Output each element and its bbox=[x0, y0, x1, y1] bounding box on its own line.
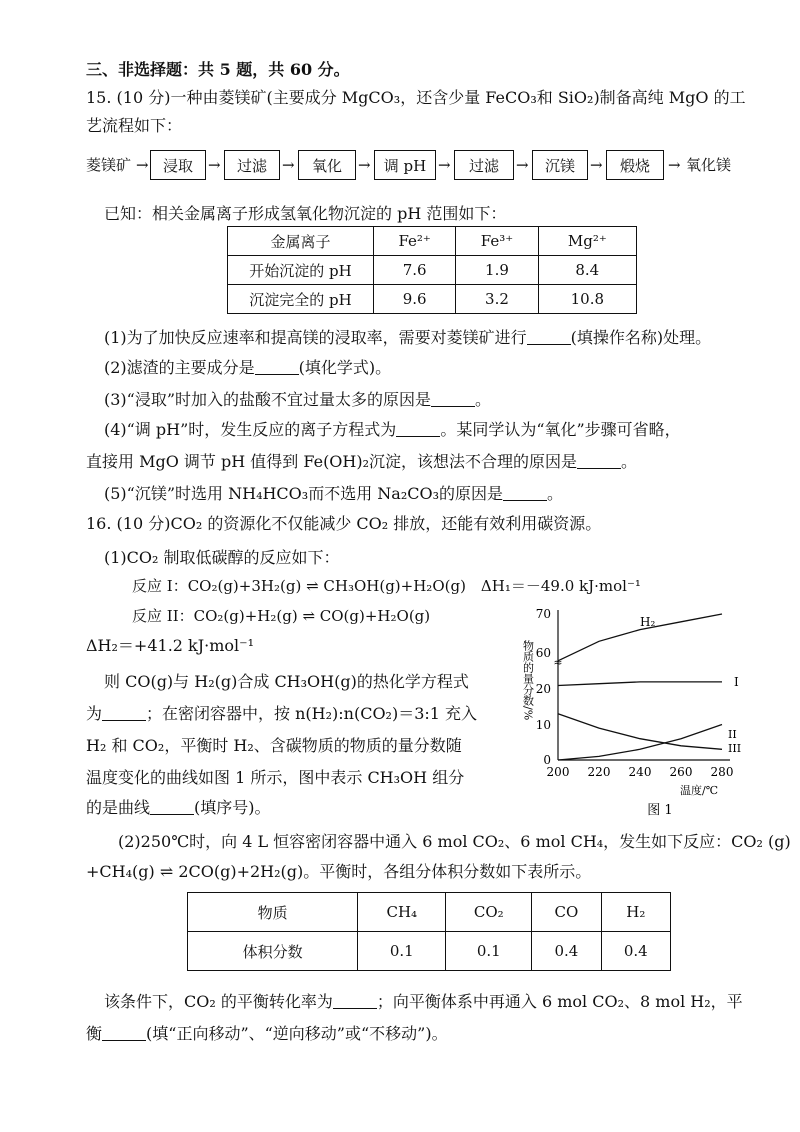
question-text: ；向平衡体系中再通入 6 mol CO₂、8 mol H₂，平 bbox=[376, 992, 743, 1011]
question-text: 该条件下，CO₂ 的平衡转化率为 bbox=[104, 992, 333, 1011]
flow-arrow: → bbox=[208, 156, 221, 174]
process-flow bbox=[86, 150, 776, 182]
y-tick-label: 60 bbox=[535, 646, 551, 660]
q16-part2-line2: +CH₄(g) ⇌ 2CO(g)+2H₂(g)。平衡时，各组分体积分数如下表所示。 bbox=[86, 862, 592, 881]
q16-part3 bbox=[104, 990, 743, 1014]
flow-arrow: → bbox=[136, 156, 149, 174]
question-text: (填化学式)。 bbox=[298, 358, 392, 377]
q15-intro-line2: 艺流程如下： bbox=[86, 116, 183, 135]
table-cell: CO₂ bbox=[446, 893, 532, 932]
table-cell: Fe²⁺ bbox=[374, 227, 456, 256]
table-cell: Fe³⁺ bbox=[456, 227, 538, 256]
flow-arrow: → bbox=[516, 156, 529, 174]
table-cell: 开始沉淀的 pH bbox=[228, 256, 374, 285]
flow-arrow: → bbox=[282, 156, 295, 174]
table-cell: 10.8 bbox=[538, 285, 636, 314]
table-cell: 物质 bbox=[188, 893, 358, 932]
question-text: (1)为了加快反应速率和提高镁的浸取率，需要对菱镁矿进行 bbox=[104, 328, 527, 347]
table-cell: 金属离子 bbox=[228, 227, 374, 256]
table-row bbox=[228, 227, 637, 256]
table-cell: 沉淀完全的 pH bbox=[228, 285, 374, 314]
series-label: III bbox=[728, 742, 742, 755]
table-cell: 0.4 bbox=[532, 932, 601, 971]
chart-title: 图 1 bbox=[647, 803, 673, 818]
q16-text-2 bbox=[86, 702, 477, 726]
q16-text-1: 则 CO(g)与 H₂(g)合成 CH₃OH(g)的热化学方程式 bbox=[104, 672, 469, 691]
reaction-2: 反应 II：CO₂(g)+H₂(g) ⇌ CO(g)+H₂O(g) bbox=[132, 607, 431, 625]
table-cell: 0.1 bbox=[358, 932, 446, 971]
table-cell: 0.4 bbox=[601, 932, 670, 971]
table-cell: 体积分数 bbox=[188, 932, 358, 971]
table-cell: CO bbox=[532, 893, 601, 932]
question-text: 的是曲线 bbox=[86, 798, 151, 817]
question-text: (填操作名称)处理。 bbox=[570, 328, 712, 347]
table-cell: Mg²⁺ bbox=[538, 227, 636, 256]
volume-fraction-table bbox=[187, 892, 671, 971]
question-text: (4)“调 pH”时，发生反应的离子方程式为 bbox=[104, 420, 397, 439]
flow-end: 氧化镁 bbox=[686, 156, 732, 174]
q16-part2-line1: (2)250℃时，向 4 L 恒容密闭容器中通入 6 mol CO₂、6 mol CH₄，发生如下反应：CO₂ (g) bbox=[118, 832, 791, 851]
question-text: 。 bbox=[547, 484, 564, 503]
question-text: (填“正向移动”、“逆向移动”或“不移动”)。 bbox=[146, 1024, 448, 1043]
q15-part4-cont bbox=[86, 450, 637, 474]
y-tick-label: 20 bbox=[535, 682, 551, 696]
question-text: 。 bbox=[475, 390, 492, 409]
answer-blank[interactable] bbox=[333, 990, 377, 1009]
x-tick-label: 260 bbox=[669, 765, 693, 779]
q15-intro-line1: 15. (10 分)一种由菱镁矿(主要成分 MgCO₃，还含少量 FeCO₃和 SiO₂)制备高纯 MgO 的工 bbox=[86, 88, 746, 107]
answer-blank[interactable] bbox=[102, 1022, 146, 1041]
series-i-line bbox=[558, 682, 722, 686]
series-iii-line bbox=[558, 714, 722, 750]
y-tick-label: 0 bbox=[543, 753, 551, 767]
question-text: 为 bbox=[86, 704, 103, 723]
q15-part4 bbox=[104, 418, 681, 442]
table-cell: H₂ bbox=[601, 893, 670, 932]
answer-blank[interactable] bbox=[255, 356, 299, 375]
series-label: II bbox=[728, 728, 737, 741]
flow-step: 浸取 bbox=[150, 150, 206, 180]
ph-table bbox=[227, 226, 637, 314]
table-cell: 7.6 bbox=[374, 256, 456, 285]
answer-blank[interactable] bbox=[431, 388, 475, 407]
figure-1-chart bbox=[520, 600, 750, 820]
table-row bbox=[188, 893, 671, 932]
question-text: 。 bbox=[621, 452, 638, 471]
flow-arrow: → bbox=[438, 156, 451, 174]
axis-break-mark: ≈ bbox=[553, 656, 563, 669]
table-row bbox=[228, 285, 637, 314]
flow-step: 过滤 bbox=[454, 150, 514, 180]
x-tick-label: 240 bbox=[628, 765, 652, 779]
table-cell: CH₄ bbox=[358, 893, 446, 932]
question-text: 。某同学认为“氧化”步骤可省略， bbox=[440, 420, 681, 439]
flow-step: 沉镁 bbox=[532, 150, 588, 180]
table-cell: 1.9 bbox=[456, 256, 538, 285]
flow-arrow: → bbox=[358, 156, 371, 174]
y-tick-label: 70 bbox=[535, 607, 551, 621]
q16-text-4: 温度变化的曲线如图 1 所示，图中表示 CH₃OH 组分 bbox=[86, 768, 465, 787]
question-text: (5)“沉镁”时选用 NH₄HCO₃而不选用 Na₂CO₃的原因是 bbox=[104, 484, 504, 503]
answer-blank[interactable] bbox=[150, 796, 194, 815]
q15-part2 bbox=[104, 356, 391, 380]
q15-known: 已知：相关金属离子形成氢氧化物沉淀的 pH 范围如下： bbox=[104, 204, 507, 223]
flow-step: 煅烧 bbox=[606, 150, 664, 180]
series-ii-line bbox=[558, 725, 722, 761]
question-text: 衡 bbox=[86, 1024, 103, 1043]
answer-blank[interactable] bbox=[102, 702, 146, 721]
q15-part5 bbox=[104, 482, 563, 506]
flow-step: 氧化 bbox=[298, 150, 356, 180]
table-row bbox=[228, 256, 637, 285]
answer-blank[interactable] bbox=[577, 450, 621, 469]
table-cell: 8.4 bbox=[538, 256, 636, 285]
x-tick-label: 200 bbox=[546, 765, 570, 779]
section-header: 三、非选择题：共 5 题，共 60 分。 bbox=[86, 60, 350, 79]
q15-part3 bbox=[104, 388, 491, 412]
series-label: H₂ bbox=[640, 615, 656, 629]
x-tick-label: 220 bbox=[587, 765, 611, 779]
question-text: (2)滤渣的主要成分是 bbox=[104, 358, 255, 377]
table-row bbox=[188, 932, 671, 971]
question-text: (3)“浸取”时加入的盐酸不宜过量太多的原因是 bbox=[104, 390, 432, 409]
q16-part4 bbox=[86, 1022, 448, 1046]
table-cell: 9.6 bbox=[374, 285, 456, 314]
question-text: (填序号)。 bbox=[194, 798, 271, 817]
x-axis-label: 温度/℃ bbox=[679, 784, 718, 797]
flow-step: 调 pH bbox=[374, 150, 436, 180]
flow-arrow: → bbox=[590, 156, 603, 174]
y-tick-label: 10 bbox=[535, 718, 551, 732]
reaction-1: 反应 I：CO₂(g)+3H₂(g) ⇌ CH₃OH(g)+H₂O(g) ΔH₁＝－49.0 kJ·mol⁻¹ bbox=[132, 577, 641, 595]
q16-intro: 16. (10 分)CO₂ 的资源化不仅能减少 CO₂ 排放，还能有效利用碳资源。 bbox=[86, 514, 602, 533]
delta-h2: ΔH₂＝+41.2 kJ·mol⁻¹ bbox=[86, 636, 255, 655]
q16-text-3: H₂ 和 CO₂，平衡时 H₂、含碳物质的物质的量分数随 bbox=[86, 736, 462, 755]
q16-part1-head: (1)CO₂ 制取低碳醇的反应如下： bbox=[104, 548, 340, 567]
series-label: I bbox=[734, 675, 739, 689]
q16-text-5 bbox=[86, 796, 271, 820]
flow-arrow: → bbox=[668, 156, 681, 174]
question-text: 直接用 MgO 调节 pH 值得到 Fe(OH)₂沉淀，该想法不合理的原因是 bbox=[86, 452, 578, 471]
flow-step: 过滤 bbox=[224, 150, 280, 180]
y-axis-label: 物质的量分数/% bbox=[521, 640, 535, 721]
table-cell: 0.1 bbox=[446, 932, 532, 971]
answer-blank[interactable] bbox=[527, 326, 571, 345]
flow-start: 菱镁矿 bbox=[86, 156, 132, 174]
answer-blank[interactable] bbox=[503, 482, 547, 501]
q15-part1 bbox=[104, 326, 711, 350]
question-text: ；在密闭容器中，按 n(H₂):n(CO₂)＝3:1 充入 bbox=[146, 704, 478, 723]
answer-blank[interactable] bbox=[396, 418, 440, 437]
x-tick-label: 280 bbox=[710, 765, 734, 779]
table-cell: 3.2 bbox=[456, 285, 538, 314]
